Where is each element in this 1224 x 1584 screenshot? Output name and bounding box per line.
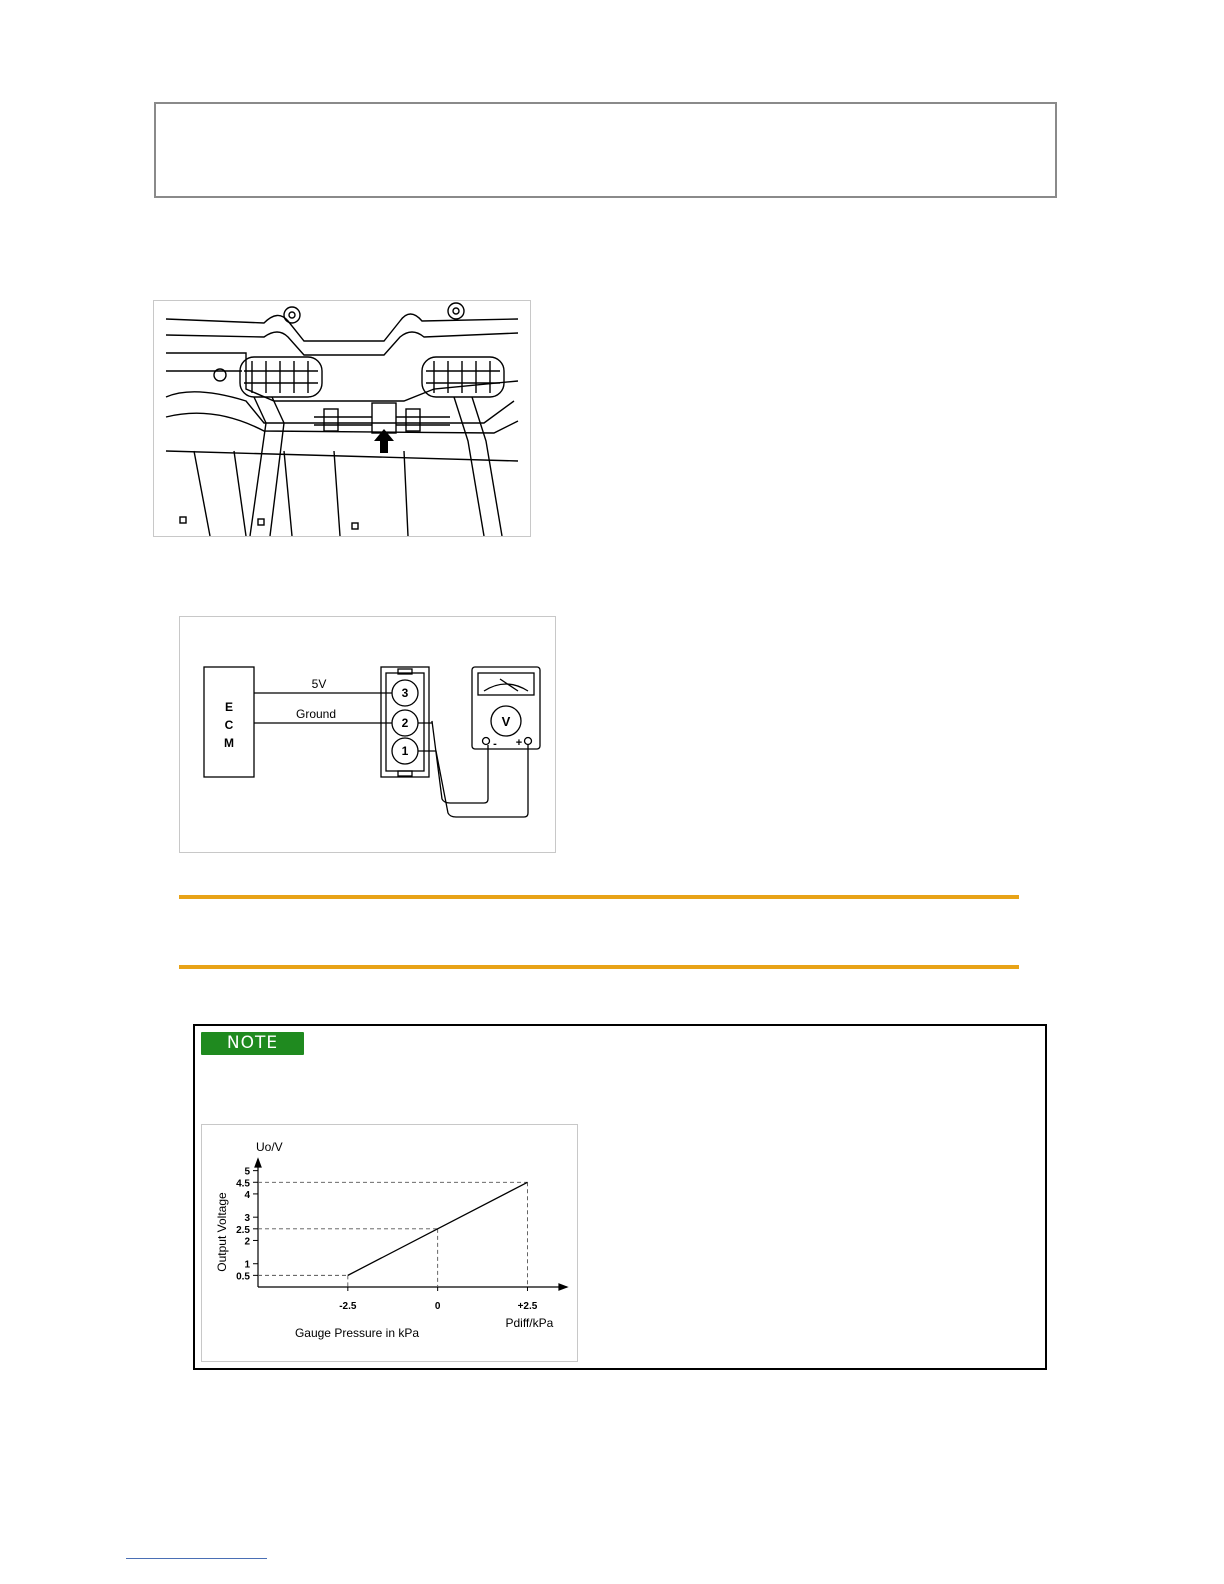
y-tick-label: 4.5: [236, 1178, 250, 1190]
ecm-letter-c: C: [224, 718, 234, 732]
ecm-letter-e: E: [224, 700, 234, 714]
pin-label-2: 2: [401, 716, 409, 730]
x-tick-label: +2.5: [517, 1301, 538, 1312]
y-tick-label: 2.5: [236, 1224, 250, 1236]
voltmeter-minus: -: [493, 738, 497, 750]
output-voltage-chart: [201, 1124, 578, 1362]
x-tick-label: -2.5: [339, 1301, 357, 1312]
footer-link-underline: [126, 1558, 267, 1559]
caution-rule-top: [179, 895, 1019, 899]
series-line: [348, 1182, 528, 1275]
x-axis-arrow: [559, 1284, 567, 1290]
y-tick-label: 4: [244, 1189, 250, 1201]
pin-label-1: 1: [401, 744, 409, 758]
sensor-circuit-diagram: [179, 616, 556, 853]
y-tick-label: 0.5: [236, 1271, 250, 1283]
x-tick-label: 0: [434, 1301, 441, 1312]
note-badge: NOTE: [201, 1032, 304, 1055]
y-tick-label: 5: [244, 1166, 250, 1178]
y-tick-label: 2: [244, 1236, 250, 1248]
pin-label-3: 3: [401, 686, 409, 700]
voltmeter-plus: +: [515, 737, 523, 749]
sensor-location-illustration: [153, 300, 531, 537]
wire-label-ground: Ground: [295, 707, 337, 721]
ecm-letter-m: M: [224, 736, 234, 750]
y-axis-title: Output Voltage: [215, 1192, 229, 1272]
sensor-location-drawing: [154, 301, 530, 536]
x-axis-title: Gauge Pressure in kPa: [294, 1326, 420, 1340]
circuit-drawing: [180, 617, 555, 852]
y-unit-label: Uo/V: [256, 1140, 283, 1154]
wire-label-5v: 5V: [311, 677, 327, 691]
chart-svg: [202, 1125, 577, 1361]
caution-rule-bottom: [179, 965, 1019, 969]
y-tick-label: 1: [244, 1259, 250, 1271]
voltmeter: [472, 667, 540, 749]
y-tick-label: 3: [244, 1213, 250, 1225]
y-axis-arrow: [255, 1159, 261, 1167]
voltmeter-symbol: V: [501, 714, 511, 729]
x-unit-label: Pdiff/kPa: [505, 1316, 554, 1330]
header-box: [154, 102, 1057, 198]
